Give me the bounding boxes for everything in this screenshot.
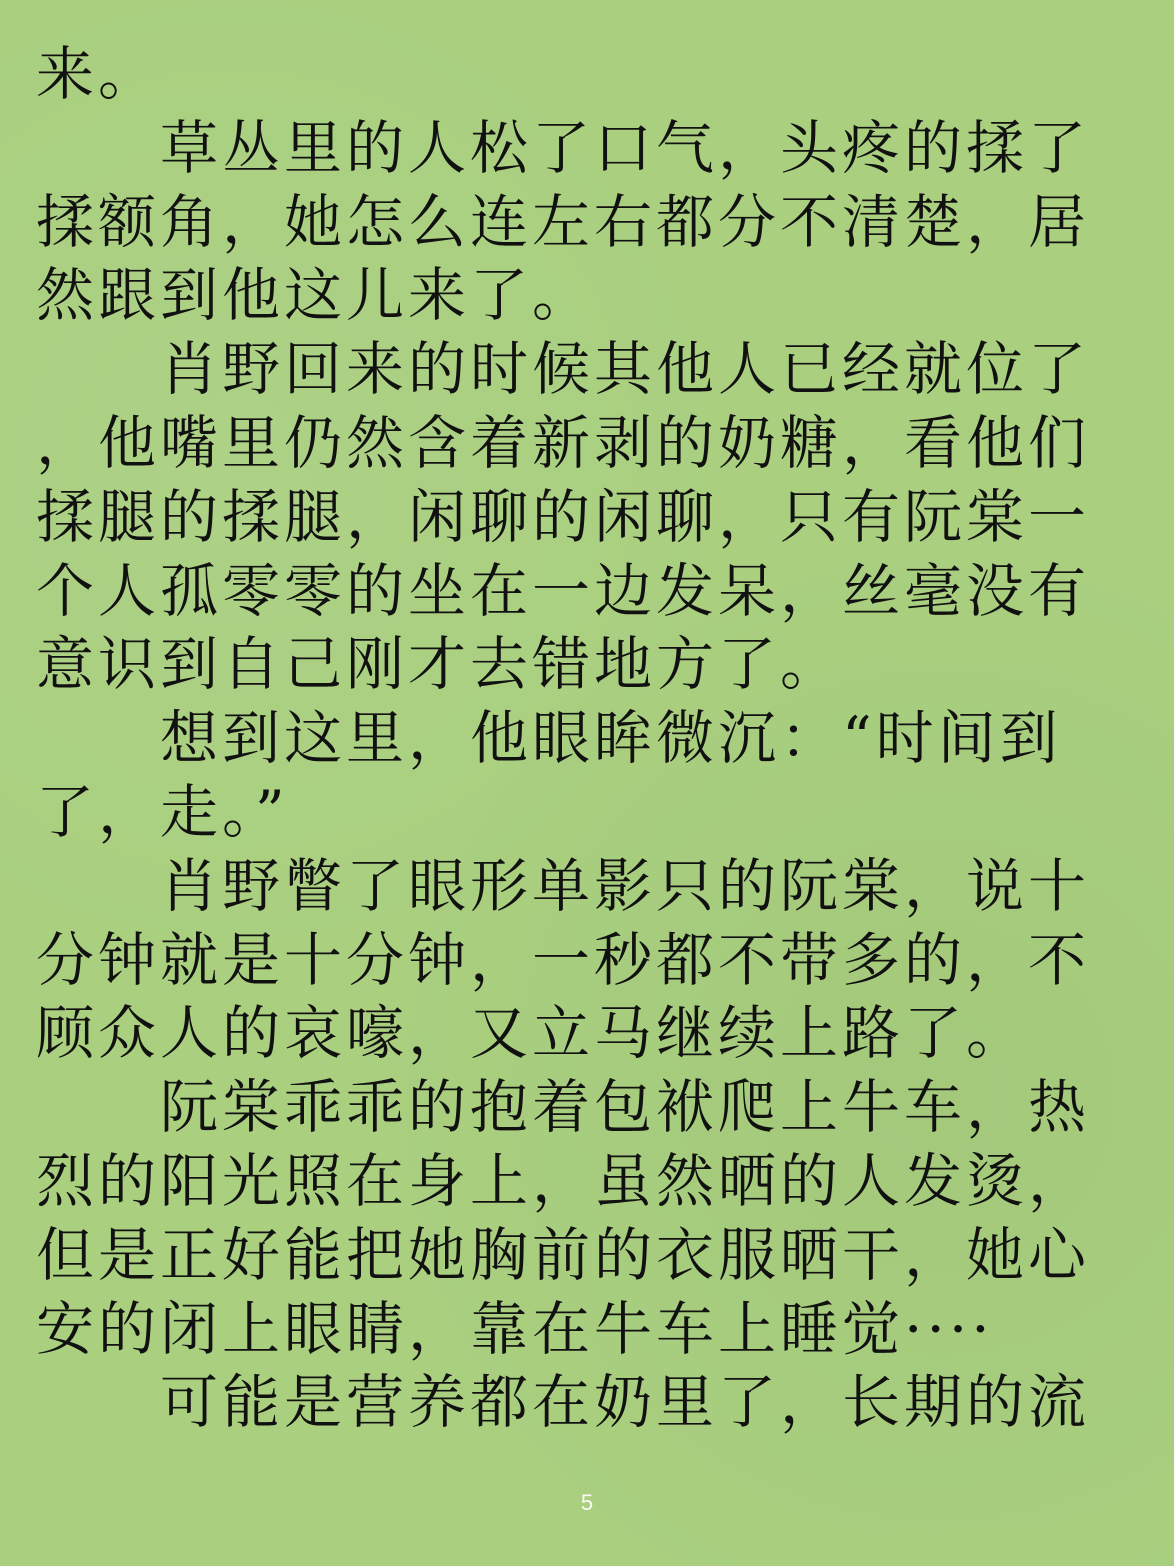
text-line-1: 来。 bbox=[36, 40, 161, 108]
text-line-9: 意识到自己刚才去错地方了。 bbox=[36, 630, 843, 699]
text-line-4: 然跟到他这儿来了。 bbox=[36, 261, 595, 330]
text-line-6: ，他嘴里仍然含着新剥的奶糖，看他们 bbox=[36, 408, 1091, 477]
page-number: 5 bbox=[580, 1490, 594, 1515]
text-line-18: 安的闭上眼睛，靠在牛车上睡觉···· bbox=[36, 1294, 994, 1363]
text-line-14: 顾众人的哀嚎，又立马继续上路了。 bbox=[36, 999, 1029, 1068]
text-line-5: 肖野回来的时候其他人已经就位了 bbox=[36, 335, 1091, 404]
body-text bbox=[36, 38, 1136, 1440]
text-line-8: 个人孤零零的坐在一边发呆，丝毫没有 bbox=[36, 556, 1091, 625]
text-line-15: 阮棠乖乖的抱着包袱爬上牛车，热 bbox=[36, 1073, 1091, 1142]
text-line-17: 但是正好能把她胸前的衣服晒干，她心 bbox=[36, 1220, 1091, 1289]
text-line-11: 了，走。” bbox=[36, 777, 289, 846]
text-line-13: 分钟就是十分钟，一秒都不带多的，不 bbox=[36, 925, 1091, 994]
text-line-12: 肖野瞥了眼形单影只的阮棠，说十 bbox=[36, 851, 1091, 920]
text-line-16: 烈的阳光照在身上，虽然晒的人发烫， bbox=[36, 1146, 1091, 1215]
text-line-19: 可能是营养都在奶里了，长期的流 bbox=[36, 1368, 1091, 1437]
text-line-3: 揉额角，她怎么连左右都分不清楚，居 bbox=[36, 187, 1091, 256]
text-line-2: 草丛里的人松了口气，头疼的揉了 bbox=[36, 113, 1091, 182]
text-line-10: 想到这里，他眼眸微沉：“时间到 bbox=[36, 704, 1062, 773]
text-line-7: 揉腿的揉腿，闲聊的闲聊，只有阮棠一 bbox=[36, 482, 1091, 551]
